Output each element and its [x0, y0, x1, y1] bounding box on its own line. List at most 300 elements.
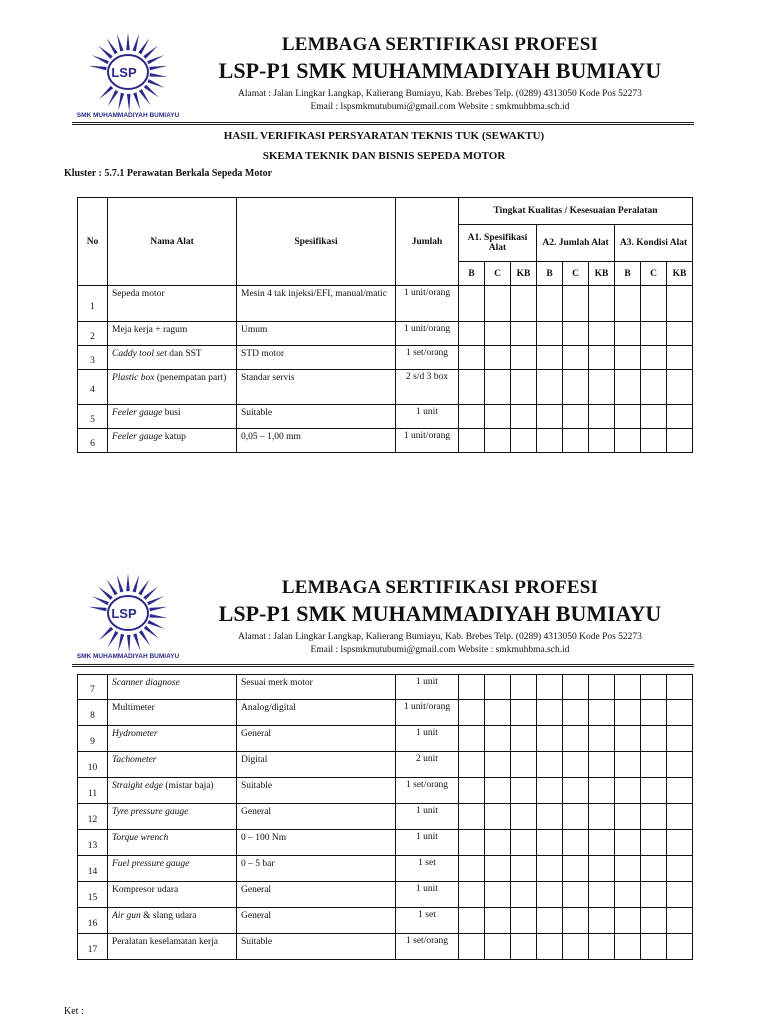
- checkbox-cell[interactable]: [459, 908, 485, 934]
- svg-text:SMK MUHAMMADIYAH BUMIAYU: SMK MUHAMMADIYAH BUMIAYU: [76, 112, 180, 119]
- checkbox-cell[interactable]: [485, 370, 511, 405]
- logo-ray: [138, 38, 149, 54]
- letterhead-second: [0, 565, 768, 665]
- spesifikasi-cell: Mesin 4 tak injeksi/EFI, manual/matic: [237, 286, 396, 322]
- checkbox-cell[interactable]: [511, 700, 537, 726]
- checkbox-cell[interactable]: [485, 752, 511, 778]
- checkbox-cell[interactable]: [589, 830, 615, 856]
- nama-alat-italic: Hydrometer: [112, 729, 158, 739]
- checkbox-cell[interactable]: [459, 346, 485, 370]
- table-row: [78, 752, 693, 778]
- spesifikasi-cell: STD motor: [237, 346, 396, 370]
- checkbox-cell[interactable]: [589, 675, 615, 700]
- header-a2: A2. Jumlah Alat: [537, 225, 615, 262]
- contact-line: Email : lspsmkmutubumi@gmail.com Website : smkmuhbma.sch.id: [310, 102, 570, 112]
- checkbox-cell[interactable]: [485, 934, 511, 960]
- nama-alat-italic: Air gun: [112, 911, 141, 921]
- checkbox-cell[interactable]: [485, 908, 511, 934]
- row-number: 2: [78, 322, 108, 346]
- logo-ray: [147, 79, 164, 88]
- logo-ray: [108, 631, 119, 647]
- institution-title: LEMBAGA SERTIFIKASI PROFESI: [281, 34, 599, 55]
- nama-alat-cell: Meja kerja + ragum: [108, 322, 237, 346]
- row-number: 8: [78, 700, 108, 726]
- checkbox-cell[interactable]: [485, 726, 511, 752]
- checkbox-cell[interactable]: [485, 405, 511, 429]
- nama-alat-rest: dan SST: [166, 349, 202, 359]
- jumlah-cell: 1 set: [396, 908, 459, 934]
- checkbox-cell[interactable]: [589, 346, 615, 370]
- checkbox-cell[interactable]: [459, 322, 485, 346]
- row-number: 6: [78, 429, 108, 453]
- checkbox-cell[interactable]: [615, 804, 641, 830]
- checkbox-cell[interactable]: [485, 700, 511, 726]
- checkbox-cell[interactable]: [615, 882, 641, 908]
- nama-alat-italic: Feeler gauge: [112, 408, 163, 418]
- checkbox-cell[interactable]: [459, 856, 485, 882]
- logo-ray: [147, 620, 164, 629]
- header-divider: [72, 122, 694, 125]
- logo-ray: [149, 607, 167, 612]
- nama-alat-cell: [108, 370, 237, 405]
- checkbox-cell[interactable]: [485, 778, 511, 804]
- institution-title: LEMBAGA SERTIFIKASI PROFESI: [281, 577, 599, 598]
- table-row: [78, 700, 693, 726]
- checkbox-cell[interactable]: [537, 908, 563, 934]
- checkbox-cell[interactable]: [511, 934, 537, 960]
- checkbox-cell[interactable]: [563, 286, 589, 322]
- checkbox-cell[interactable]: [537, 882, 563, 908]
- address-line: Alamat : Jalan Lingkar Langkap, Kalierang Bumiayu, Kab. Brebes Telp. (0289) 4313050 Kode Pos 52273: [238, 632, 642, 642]
- checkbox-cell[interactable]: [589, 700, 615, 726]
- jumlah-cell: 1 set/orang: [396, 778, 459, 804]
- checkbox-cell[interactable]: [667, 370, 693, 405]
- checkbox-cell[interactable]: [459, 830, 485, 856]
- checkbox-cell[interactable]: [667, 700, 693, 726]
- checkbox-cell[interactable]: [615, 752, 641, 778]
- checkbox-cell[interactable]: [667, 908, 693, 934]
- checkbox-cell[interactable]: [511, 322, 537, 346]
- equipment-table-page1: [77, 197, 693, 453]
- nama-alat-italic: Fuel pressure gauge: [112, 859, 190, 869]
- checkbox-cell[interactable]: [641, 908, 667, 934]
- checkbox-cell[interactable]: [537, 778, 563, 804]
- row-number: 15: [78, 882, 108, 908]
- header-c: C: [563, 262, 589, 286]
- row-number: 12: [78, 804, 108, 830]
- jumlah-cell: 2 unit: [396, 752, 459, 778]
- logo-ray: [133, 633, 140, 651]
- lsp-logo-icon: [72, 565, 184, 665]
- checkbox-cell[interactable]: [589, 429, 615, 453]
- checkbox-cell[interactable]: [667, 856, 693, 882]
- checkbox-cell[interactable]: [641, 726, 667, 752]
- address-line: Alamat : Jalan Lingkar Langkap, Kalierang Bumiayu, Kab. Brebes Telp. (0289) 4313050 Kode Pos 52273: [238, 89, 642, 99]
- header-b: B: [459, 262, 485, 286]
- table-row: [78, 370, 693, 405]
- doc-title: HASIL VERIFIKASI PERSYARATAN TEKNIS TUK (SEWAKTU): [223, 130, 545, 142]
- logo-ray: [117, 575, 124, 593]
- checkbox-cell[interactable]: [537, 856, 563, 882]
- institution-name: LSP-P1 SMK MUHAMMADIYAH BUMIAYU: [218, 58, 662, 83]
- checkbox-cell[interactable]: [667, 830, 693, 856]
- nama-alat-rest: katup: [162, 432, 186, 442]
- checkbox-cell[interactable]: [641, 778, 667, 804]
- spesifikasi-cell: 0,05 – 1,00 mm: [237, 429, 396, 453]
- checkbox-cell[interactable]: [537, 370, 563, 405]
- checkbox-cell[interactable]: [459, 726, 485, 752]
- checkbox-cell[interactable]: [511, 675, 537, 700]
- spesifikasi-cell: General: [237, 804, 396, 830]
- nama-alat-italic: Straight edge: [112, 781, 163, 791]
- checkbox-cell[interactable]: [667, 429, 693, 453]
- jumlah-cell: 1 unit/orang: [396, 700, 459, 726]
- jumlah-cell: 1 unit: [396, 804, 459, 830]
- checkbox-cell[interactable]: [485, 286, 511, 322]
- header-c: C: [641, 262, 667, 286]
- checkbox-cell[interactable]: [641, 752, 667, 778]
- checkbox-cell[interactable]: [485, 856, 511, 882]
- checkbox-cell[interactable]: [667, 675, 693, 700]
- checkbox-cell[interactable]: [615, 700, 641, 726]
- checkbox-cell[interactable]: [511, 882, 537, 908]
- logo-ray: [126, 573, 130, 591]
- logo-ray: [147, 596, 164, 605]
- logo-ray: [99, 86, 113, 100]
- institution-name: LSP-P1 SMK MUHAMMADIYAH BUMIAYU: [218, 601, 662, 626]
- checkbox-cell[interactable]: [485, 882, 511, 908]
- checkbox-cell[interactable]: [667, 405, 693, 429]
- table-row: [78, 675, 693, 700]
- checkbox-cell[interactable]: [615, 370, 641, 405]
- header-kb: KB: [589, 262, 615, 286]
- logo-ray: [88, 607, 106, 612]
- spesifikasi-cell: Suitable: [237, 405, 396, 429]
- logo-ray: [132, 575, 139, 593]
- logo-ray: [138, 579, 149, 595]
- checkbox-cell[interactable]: [563, 370, 589, 405]
- checkbox-cell[interactable]: [485, 675, 511, 700]
- checkbox-cell[interactable]: [641, 429, 667, 453]
- checkbox-cell[interactable]: [459, 778, 485, 804]
- checkbox-cell[interactable]: [641, 405, 667, 429]
- nama-alat-cell: Sepeda motor: [108, 286, 237, 322]
- logo-ray: [99, 627, 113, 641]
- jumlah-cell: 1 unit/orang: [396, 286, 459, 322]
- checkbox-cell[interactable]: [563, 882, 589, 908]
- checkbox-cell[interactable]: [641, 370, 667, 405]
- checkbox-cell[interactable]: [667, 322, 693, 346]
- table-row: [78, 804, 693, 830]
- header-b: B: [537, 262, 563, 286]
- checkbox-cell[interactable]: [563, 346, 589, 370]
- checkbox-cell[interactable]: [589, 405, 615, 429]
- header-b: B: [615, 262, 641, 286]
- checkbox-cell[interactable]: [511, 856, 537, 882]
- table-row: [78, 346, 693, 370]
- nama-alat-italic: Scanner diagnose: [112, 678, 180, 688]
- jumlah-cell: 2 s/d 3 box: [396, 370, 459, 405]
- logo-ray: [144, 626, 159, 639]
- row-number: 10: [78, 752, 108, 778]
- header-spesifikasi: Spesifikasi: [237, 198, 396, 286]
- logo-ray: [92, 596, 109, 605]
- checkbox-cell[interactable]: [537, 429, 563, 453]
- checkbox-cell[interactable]: [563, 405, 589, 429]
- nama-alat-cell: [108, 675, 237, 700]
- checkbox-cell[interactable]: [667, 778, 693, 804]
- checkbox-cell[interactable]: [667, 286, 693, 322]
- nama-alat-rest: busi: [162, 408, 181, 418]
- header-jumlah: Jumlah: [396, 198, 459, 286]
- checkbox-cell[interactable]: [459, 752, 485, 778]
- spesifikasi-cell: Suitable: [237, 934, 396, 960]
- checkbox-cell[interactable]: [667, 804, 693, 830]
- checkbox-cell[interactable]: [537, 934, 563, 960]
- jumlah-cell: 1 set/orang: [396, 346, 459, 370]
- jumlah-cell: 1 set: [396, 856, 459, 882]
- header-kb: KB: [667, 262, 693, 286]
- checkbox-cell[interactable]: [459, 405, 485, 429]
- nama-alat-cell: [108, 856, 237, 882]
- checkbox-cell[interactable]: [459, 934, 485, 960]
- checkbox-cell[interactable]: [615, 856, 641, 882]
- nama-alat-italic: Tachometer: [112, 755, 157, 765]
- checkbox-cell[interactable]: [615, 908, 641, 934]
- checkbox-cell[interactable]: [589, 908, 615, 934]
- nama-alat-cell: [108, 346, 237, 370]
- checkbox-cell[interactable]: [563, 804, 589, 830]
- checkbox-cell[interactable]: [641, 856, 667, 882]
- checkbox-cell[interactable]: [511, 726, 537, 752]
- row-number: 13: [78, 830, 108, 856]
- logo-ray: [133, 92, 140, 110]
- checkbox-cell[interactable]: [485, 804, 511, 830]
- checkbox-cell[interactable]: [667, 752, 693, 778]
- logo-ray: [108, 90, 119, 106]
- checkbox-cell[interactable]: [511, 370, 537, 405]
- checkbox-cell[interactable]: [589, 286, 615, 322]
- jumlah-cell: 1 unit: [396, 405, 459, 429]
- checkbox-cell[interactable]: [589, 370, 615, 405]
- contact-line: Email : lspsmkmutubumi@gmail.com Website : smkmuhbma.sch.id: [310, 645, 570, 655]
- checkbox-cell[interactable]: [563, 429, 589, 453]
- nama-alat-cell: [108, 804, 237, 830]
- checkbox-cell[interactable]: [615, 830, 641, 856]
- checkbox-cell[interactable]: [485, 346, 511, 370]
- row-number: 17: [78, 934, 108, 960]
- checkbox-cell[interactable]: [563, 700, 589, 726]
- checkbox-cell[interactable]: [641, 804, 667, 830]
- jumlah-cell: 1 unit: [396, 830, 459, 856]
- table-row: [78, 934, 693, 960]
- nama-alat-italic: Tyre pressure gauge: [112, 807, 189, 817]
- checkbox-cell[interactable]: [589, 726, 615, 752]
- checkbox-cell[interactable]: [537, 322, 563, 346]
- svg-text:LSP: LSP: [111, 606, 137, 621]
- checkbox-cell[interactable]: [641, 882, 667, 908]
- spesifikasi-cell: Umum: [237, 322, 396, 346]
- checkbox-cell[interactable]: [511, 286, 537, 322]
- logo-ray: [150, 614, 168, 618]
- checkbox-cell[interactable]: [511, 346, 537, 370]
- logo-ray: [139, 89, 151, 105]
- header-no: No: [78, 198, 108, 286]
- checkbox-cell[interactable]: [537, 830, 563, 856]
- checkbox-cell[interactable]: [615, 286, 641, 322]
- checkbox-cell[interactable]: [667, 934, 693, 960]
- nama-alat-italic: Plastic box: [112, 373, 155, 383]
- checkbox-cell[interactable]: [641, 346, 667, 370]
- nama-alat-cell: [108, 778, 237, 804]
- checkbox-cell[interactable]: [485, 830, 511, 856]
- checkbox-cell[interactable]: [485, 429, 511, 453]
- jumlah-cell: 1 unit/orang: [396, 429, 459, 453]
- checkbox-cell[interactable]: [459, 429, 485, 453]
- nama-alat-rest: & slang udara: [140, 911, 197, 921]
- nama-alat-cell: [108, 405, 237, 429]
- checkbox-cell[interactable]: [589, 882, 615, 908]
- logo-ray: [127, 94, 131, 112]
- checkbox-cell[interactable]: [563, 778, 589, 804]
- checkbox-cell[interactable]: [667, 726, 693, 752]
- checkbox-cell[interactable]: [537, 405, 563, 429]
- checkbox-cell[interactable]: [615, 726, 641, 752]
- spesifikasi-cell: 0 – 100 Nm: [237, 830, 396, 856]
- row-number: 7: [78, 675, 108, 700]
- checkbox-cell[interactable]: [459, 804, 485, 830]
- checkbox-cell[interactable]: [563, 856, 589, 882]
- nama-alat-italic: Caddy tool set: [112, 349, 167, 359]
- checkbox-cell[interactable]: [641, 830, 667, 856]
- checkbox-cell[interactable]: [641, 934, 667, 960]
- checkbox-cell[interactable]: [615, 429, 641, 453]
- checkbox-cell[interactable]: [641, 322, 667, 346]
- checkbox-cell[interactable]: [511, 778, 537, 804]
- checkbox-cell[interactable]: [589, 856, 615, 882]
- checkbox-cell[interactable]: [563, 675, 589, 700]
- logo-ray: [144, 85, 159, 98]
- logo-ray: [118, 634, 124, 652]
- header-kb: KB: [511, 262, 537, 286]
- checkbox-cell[interactable]: [485, 322, 511, 346]
- logo-ray: [107, 579, 118, 595]
- jumlah-cell: 1 unit: [396, 726, 459, 752]
- row-number: 1: [78, 286, 108, 322]
- checkbox-cell[interactable]: [589, 322, 615, 346]
- checkbox-cell[interactable]: [615, 778, 641, 804]
- doc-subtitle: SKEMA TEKNIK DAN BISNIS SEPEDA MOTOR: [262, 150, 506, 162]
- logo-ray: [150, 73, 168, 77]
- checkbox-cell[interactable]: [641, 286, 667, 322]
- checkbox-cell[interactable]: [667, 346, 693, 370]
- checkbox-cell[interactable]: [615, 405, 641, 429]
- logo-ray: [92, 55, 109, 64]
- checkbox-cell[interactable]: [537, 752, 563, 778]
- header-a1: A1. Spesifikasi Alat: [459, 225, 537, 262]
- jumlah-cell: 1 unit: [396, 882, 459, 908]
- checkbox-cell[interactable]: [511, 804, 537, 830]
- checkbox-cell[interactable]: [537, 700, 563, 726]
- row-number: 5: [78, 405, 108, 429]
- spesifikasi-cell: General: [237, 726, 396, 752]
- logo-ray: [98, 587, 113, 600]
- checkbox-cell[interactable]: [511, 405, 537, 429]
- checkbox-cell[interactable]: [537, 675, 563, 700]
- logo-ray: [88, 66, 106, 71]
- header-tingkat: Tingkat Kualitas / Kesesuaian Peralatan: [459, 198, 693, 225]
- checkbox-cell[interactable]: [615, 322, 641, 346]
- jumlah-cell: 1 set/orang: [396, 934, 459, 960]
- checkbox-cell[interactable]: [641, 675, 667, 700]
- checkbox-cell[interactable]: [459, 370, 485, 405]
- nama-alat-cell: Multimeter: [108, 700, 237, 726]
- checkbox-cell[interactable]: [563, 934, 589, 960]
- checkbox-cell[interactable]: [563, 830, 589, 856]
- checkbox-cell[interactable]: [537, 286, 563, 322]
- checkbox-cell[interactable]: [459, 286, 485, 322]
- checkbox-cell[interactable]: [589, 778, 615, 804]
- checkbox-cell[interactable]: [589, 804, 615, 830]
- checkbox-cell[interactable]: [615, 675, 641, 700]
- nama-alat-cell: [108, 908, 237, 934]
- checkbox-cell[interactable]: [563, 726, 589, 752]
- nama-alat-cell: Peralatan keselamatan kerja: [108, 934, 237, 960]
- checkbox-cell[interactable]: [511, 908, 537, 934]
- row-number: 11: [78, 778, 108, 804]
- header-divider: [72, 664, 694, 667]
- spesifikasi-cell: Suitable: [237, 778, 396, 804]
- logo-ray: [98, 46, 113, 59]
- checkbox-cell[interactable]: [537, 346, 563, 370]
- checkbox-cell[interactable]: [563, 752, 589, 778]
- checkbox-cell[interactable]: [615, 934, 641, 960]
- checkbox-cell[interactable]: [563, 322, 589, 346]
- row-number: 4: [78, 370, 108, 405]
- checkbox-cell[interactable]: [641, 700, 667, 726]
- logo-ray: [147, 55, 164, 64]
- checkbox-cell[interactable]: [459, 675, 485, 700]
- checkbox-cell[interactable]: [459, 700, 485, 726]
- nama-alat-italic: Torque wrench: [112, 833, 169, 843]
- checkbox-cell[interactable]: [537, 726, 563, 752]
- checkbox-cell[interactable]: [511, 830, 537, 856]
- checkbox-cell[interactable]: [511, 752, 537, 778]
- spesifikasi-cell: General: [237, 908, 396, 934]
- table-row: [78, 778, 693, 804]
- nama-alat-cell: [108, 429, 237, 453]
- checkbox-cell[interactable]: [589, 934, 615, 960]
- table-row: [78, 856, 693, 882]
- spesifikasi-cell: Analog/digital: [237, 700, 396, 726]
- row-number: 9: [78, 726, 108, 752]
- spesifikasi-cell: General: [237, 882, 396, 908]
- checkbox-cell[interactable]: [459, 882, 485, 908]
- nama-alat-rest: (penempatan part): [154, 373, 227, 383]
- checkbox-cell[interactable]: [537, 804, 563, 830]
- checkbox-cell[interactable]: [667, 882, 693, 908]
- row-number: 14: [78, 856, 108, 882]
- letterhead-top: [0, 24, 768, 124]
- row-number: 16: [78, 908, 108, 934]
- checkbox-cell[interactable]: [589, 752, 615, 778]
- table-row: [78, 286, 693, 322]
- checkbox-cell[interactable]: [511, 429, 537, 453]
- checkbox-cell[interactable]: [563, 908, 589, 934]
- table-row: [78, 322, 693, 346]
- checkbox-cell[interactable]: [615, 346, 641, 370]
- jumlah-cell: 1 unit: [396, 675, 459, 700]
